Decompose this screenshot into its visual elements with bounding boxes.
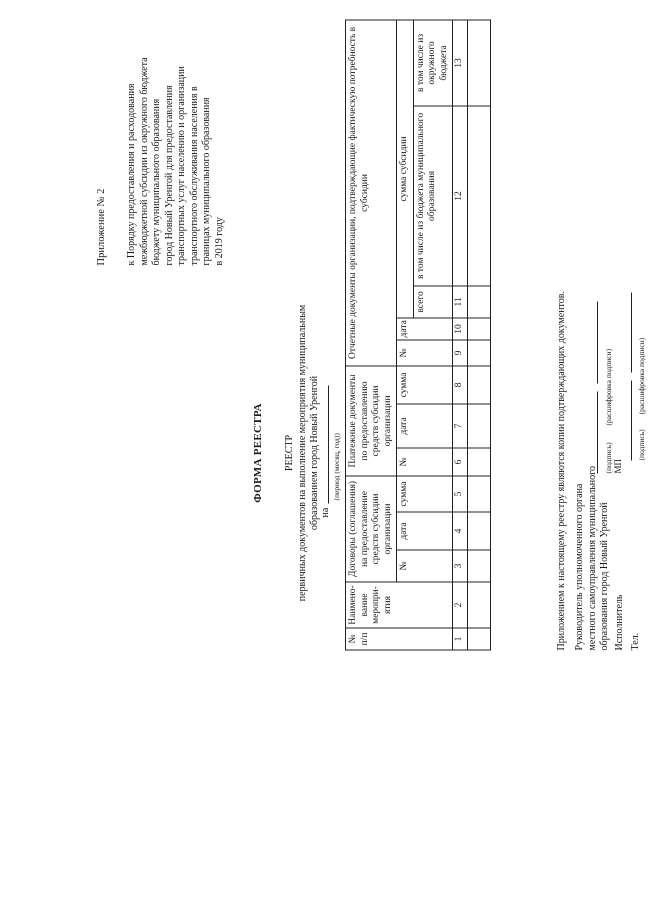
table-cell[interactable] [468,512,491,550]
stamp-place: МП [613,458,623,473]
appendix-title: Приложение № 2 [96,188,107,265]
header-subsidy-sum: сумма субсидии [397,19,414,317]
head-signer-line: местного самоуправления муниципального [586,465,598,650]
registry-heading [284,0,322,905]
table-cell[interactable] [468,285,491,317]
header-mun-budget: в том числе из бюджета муниципального образования [413,105,453,285]
appendix-line: границах муниципального образования [201,96,212,265]
header-reports: Отчетные документы организации, подтверждающие фактическую потребность в субсидии [346,19,397,365]
column-number: 11 [453,285,468,317]
appendix-text [126,5,226,265]
header-report-no: № [397,339,453,365]
column-number: 10 [453,317,468,339]
table-cell[interactable] [468,582,491,628]
table-row [468,19,491,649]
header-payment-sum: сумма [397,365,453,403]
executor-label: Исполнитель [614,594,625,650]
header-contract-no: № [397,550,453,582]
appendix-line: к Порядку предоставления и расходования [126,82,137,265]
sign-hint: (подпись) [604,441,613,473]
decode-hint: (расшифровка подписи) [637,337,646,414]
attachment-note: Приложением к настоящему реестру являются копии подтверждающих документов. [556,290,567,650]
appendix-line: бюджету муниципального образования [151,98,162,265]
header-okr-budget: в том числе из окружного бюджета [413,19,453,105]
column-number: 4 [453,512,468,550]
header-num: № п/п [346,628,453,650]
header-event: Наимено-вание меропри-ятия [346,582,453,628]
appendix-line: межбюджетной субсидии из окружного бюджета [138,56,150,265]
header-payment-date: дата [397,403,453,447]
head-signature-hint [603,348,616,473]
header-contract-sum: сумма [397,475,453,511]
table-cell[interactable] [468,105,491,285]
table-cell[interactable] [468,403,491,447]
header-total: всего [413,285,453,317]
head-signer [574,466,612,650]
column-number: 1 [453,628,468,650]
header-payments: Платежные документы по предоставлению средств субсидии организации [346,365,397,475]
form-title: ФОРМА РЕЕСТРА [252,402,264,503]
column-number: 9 [453,339,468,365]
header-contracts: Договоры (соглашения) на предоставление средств субсидии организации [346,475,397,581]
header-row [397,19,414,649]
head-signer-line: Руководитель уполномоченного органа [574,483,585,650]
registry-title: РЕЕСТР [284,434,295,471]
header-payment-no: № [397,447,453,475]
table-cell[interactable] [468,475,491,511]
column-number: 8 [453,365,468,403]
registry-table [345,19,491,650]
appendix-line: транспортного обслуживания населения в [188,85,200,265]
period-prefix: на [320,507,331,517]
column-number: 13 [453,19,468,105]
column-number: 2 [453,582,468,628]
table-cell[interactable] [468,447,491,475]
column-number: 12 [453,105,468,285]
decode-hint: (расшифровка подписи) [604,348,613,425]
table-cell[interactable] [468,317,491,339]
phone-label: Тел. [630,632,641,650]
period-blank[interactable] [318,385,329,503]
table-cell[interactable] [468,339,491,365]
registry-subtitle: первичных документов на выполнение мероприятия муниципальным [296,304,308,601]
header-contract-date: дата [397,512,453,550]
table-cell[interactable] [468,550,491,582]
appendix-line: город Новый Уренгой для предоставления [163,84,175,265]
appendix-line: в 2019 году [213,216,225,265]
column-number-row [453,19,468,649]
column-number: 6 [453,447,468,475]
executor-signature-hint [636,337,649,460]
column-number: 3 [453,550,468,582]
period-hint: (период (месяц, год)) [332,432,341,500]
sign-hint: (подпись) [637,428,646,460]
table-cell[interactable] [468,628,491,650]
table-cell[interactable] [468,365,491,403]
table-cell[interactable] [468,19,491,105]
column-number: 7 [453,403,468,447]
column-number: 5 [453,475,468,511]
appendix-line: транспортных услуг населению и организации [176,65,187,265]
header-report-date: дата [397,317,453,339]
header-row [346,19,397,649]
head-signer-line: образования город Новый Уренгой [599,501,610,650]
registry-subtitle: образованием город Новый Уренгой [309,375,320,530]
